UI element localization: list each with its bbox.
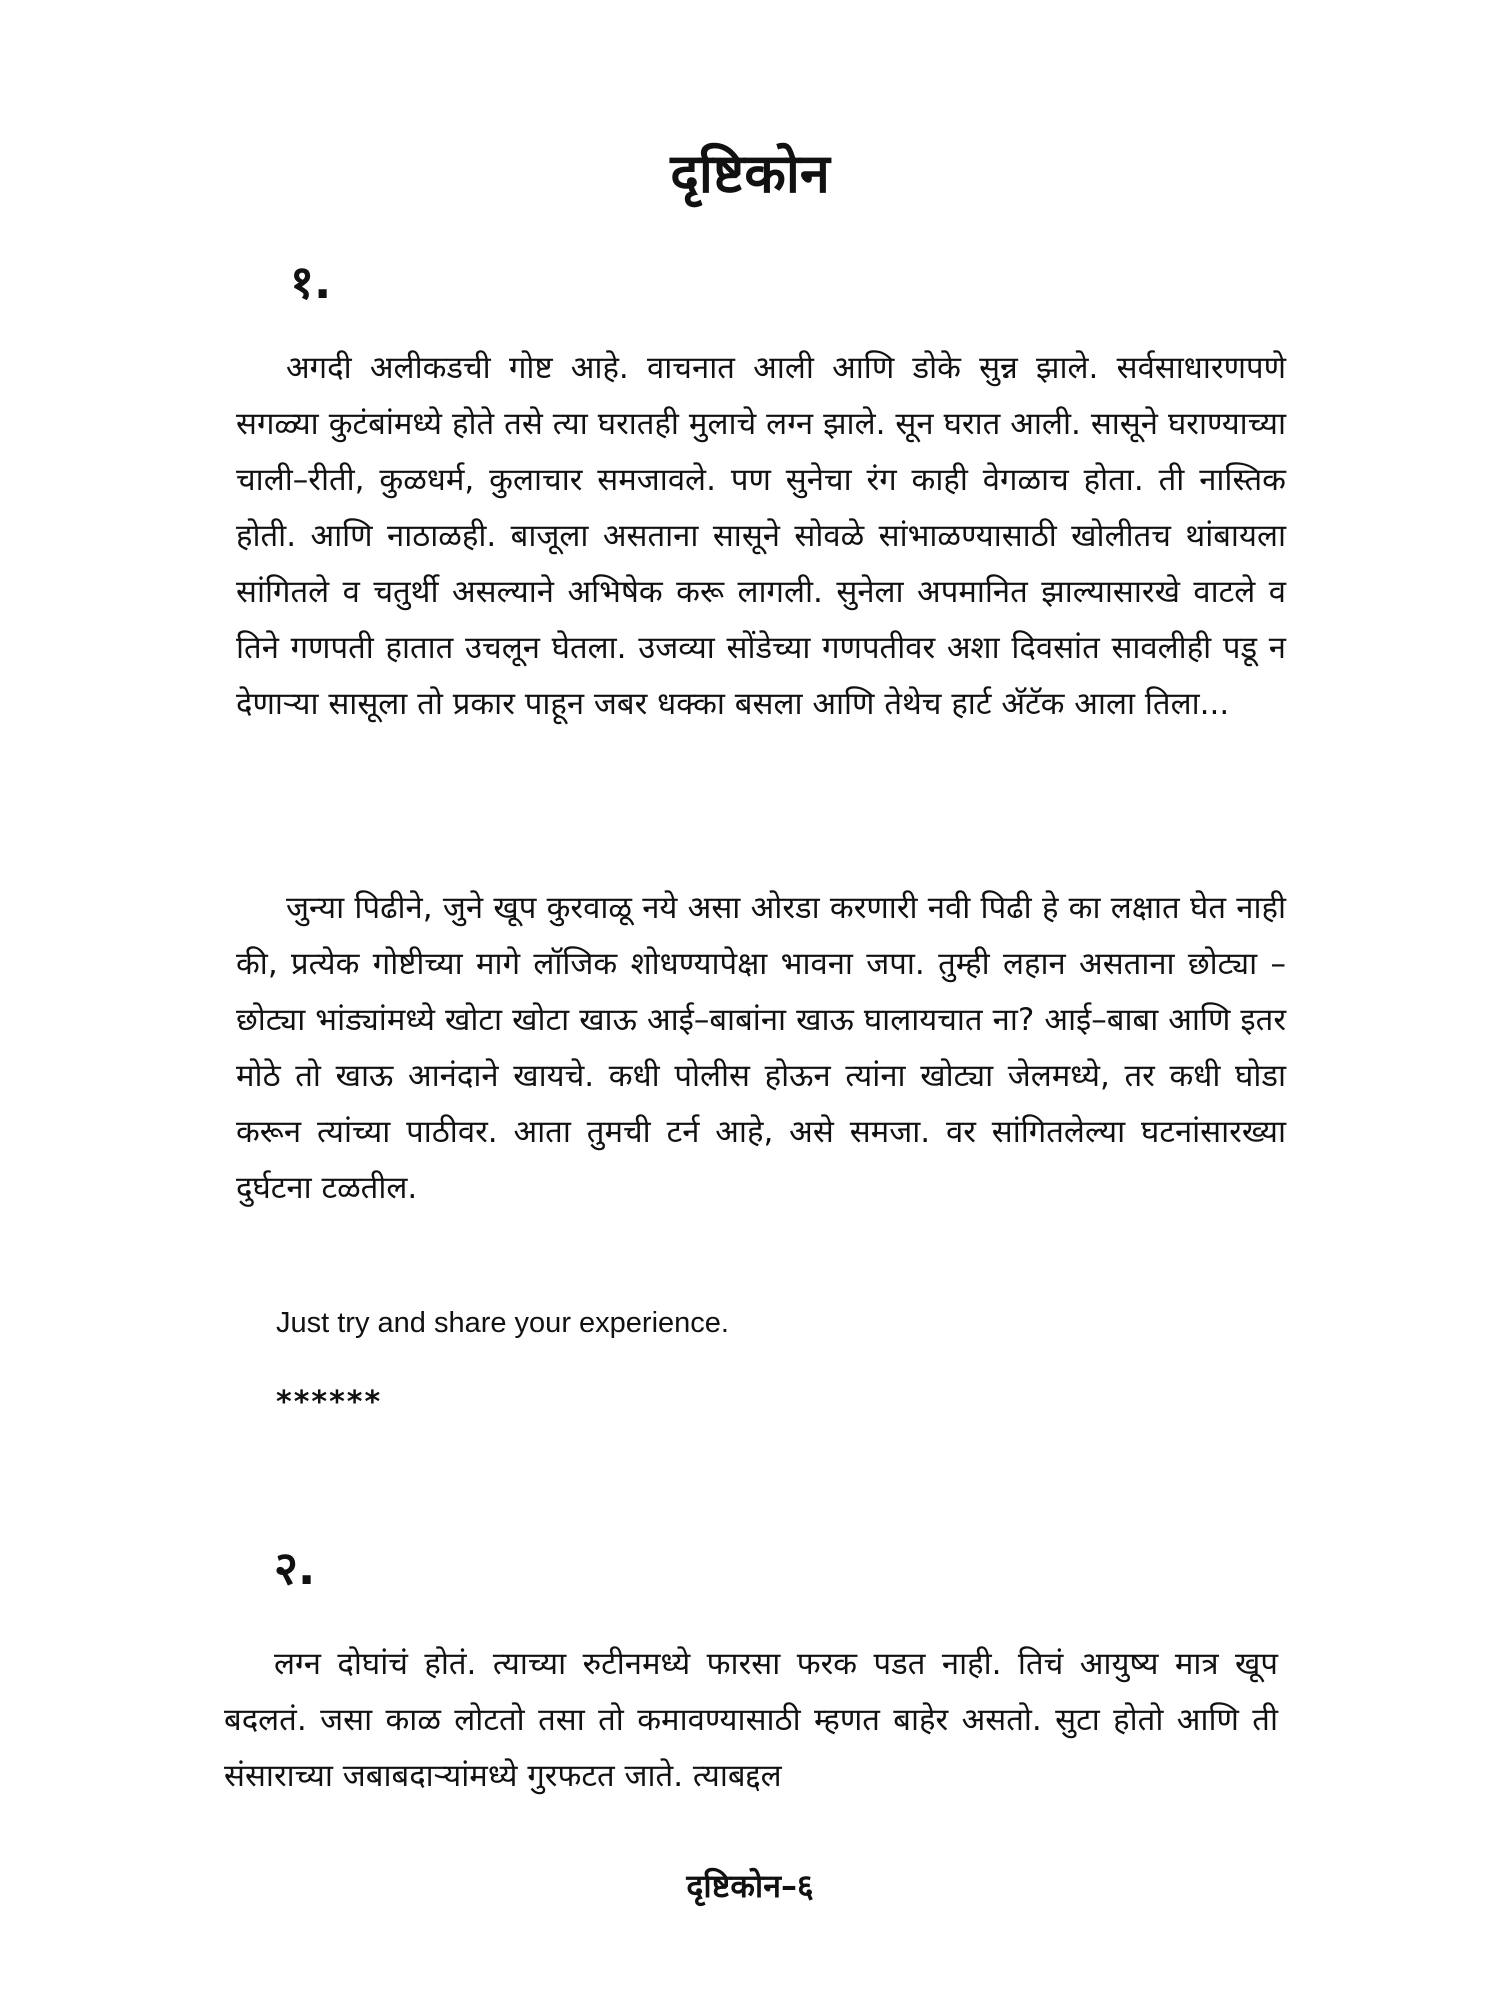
page-title: दृष्टिकोन: [670, 142, 830, 205]
paragraph: लग्न दोघांचं होतं. त्याच्या रुटीनमध्ये फारसा फरक पडत नाही. तिचं आयुष्य मात्र खूप बदलतं. जसा काळ लोटतो तसा तो कमावण्यासाठी म्हणत बाहेर असतो. सुटा होतो आणि ती संसाराच्या जबाबदाऱ्यांमध्ये गुरफटत जाते. त्याबद्दल: [224, 1646, 1278, 1794]
section-separator: ******: [276, 1385, 383, 1420]
english-note: Just try and share your experience.: [276, 1307, 729, 1339]
section-number: १.: [290, 255, 332, 309]
paragraph: अगदी अलीकडची गोष्ट आहे. वाचनात आली आणि डोके सुन्न झाले. सर्वसाधारणपणे सगळ्या कुटंबांमध्ये होते तसे त्या घरातही मुलाचे लग्न झाले. सून घरात आली. सासूने घराण्याच्या चाली–रीती, कुळधर्म, कुलाचार समजावले. पण सुनेचा रंग काही वेगळाच होता. ती नास्तिक होती. आणि नाठाळही. बाजूला असताना सासूने सोवळे सांभाळण्यासाठी खोलीतच थांबायला सांगितले व चतुर्थी असल्याने अभिषेक करू लागली. सुनेला अपमानित झाल्यासारखे वाटले व तिने गणपती हातात उचलून घेतला. उजव्या सोंडेच्या गणपतीवर अशा दिवसांत सावलीही पडू न देणाऱ्या सासूला तो प्रकार पाहून जबर धक्का बसला आणि तेथेच हार्ट अ‍ॅटॅक आला तिला...: [236, 350, 1286, 722]
paragraph: जुन्या पिढीने, जुने खूप कुरवाळू नये असा ओरडा करणारी नवी पिढी हे का लक्षात घेत नाही की, प्रत्येक गोष्टीच्या मागे लॉजिक शोधण्यापेक्षा भावना जपा. तुम्ही लहान असताना छोट्या – छोट्या भांड्यांमध्ये खोटा खोटा खाऊ आई–बाबांना खाऊ घालायचात ना? आई–बाबा आणि इतर मोठे तो खाऊ आनंदाने खायचे. कधी पोलीस होऊन त्यांना खोट्या जेलमध्ये, तर कधी घोडा करून त्यांच्या पाठीवर. आता तुमची टर्न आहे, असे समजा. वर सांगितलेल्या घटनांसारख्या दुर्घटना टळतील.: [236, 890, 1286, 1206]
section-number: २.: [274, 1541, 316, 1595]
page-footer: दृष्टिकोन–६: [686, 1867, 814, 1905]
